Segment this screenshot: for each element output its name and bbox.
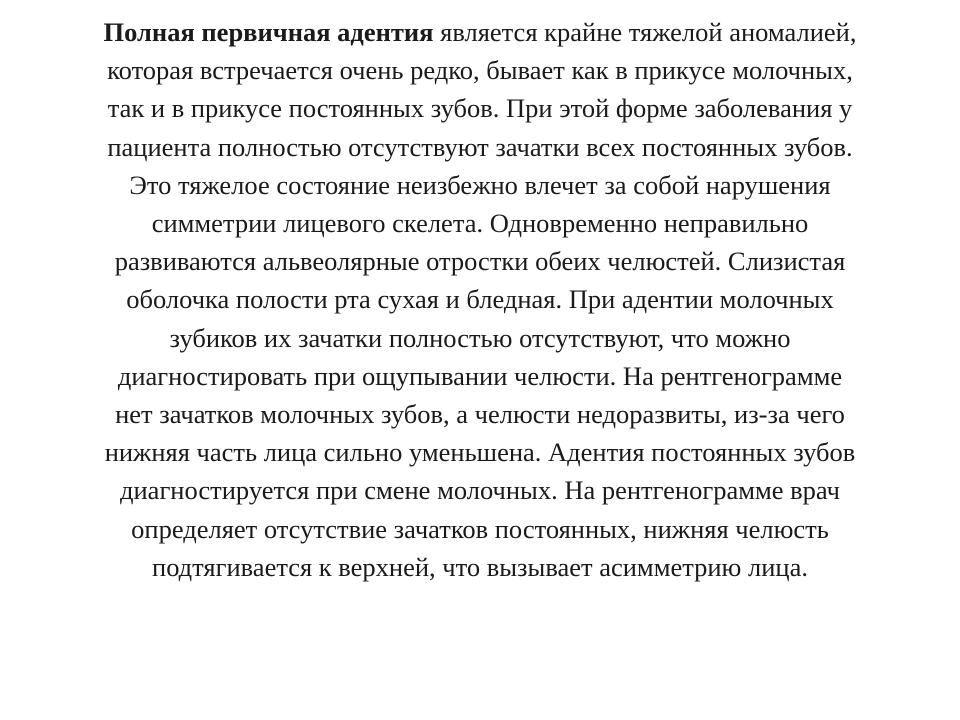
text-line: диагностируется при смене молочных. На рентгенограмме врач <box>120 475 840 506</box>
text-line: симметрии лицевого скелета. Одновременно неправильно <box>151 208 809 239</box>
text-line: зубиков их зачатки полностью отсутствуют, что можно <box>169 322 791 353</box>
text-line-content: является крайне тяжелой аномалией, <box>433 17 857 47</box>
text-line: Это тяжелое состояние неизбежно влечет за собой нарушения <box>129 169 831 200</box>
text-line: так и в прикусе постоянных зубов. При этой форме заболевания у <box>107 93 853 124</box>
text-line: определяет отсутствие зачатков постоянных, нижняя челюсть <box>131 513 829 544</box>
text-line: пациента полностью отсутствуют зачатки всех постоянных зубов. <box>107 131 853 162</box>
lead-term: Полная первичная адентия <box>103 17 434 47</box>
text-line: подтягивается к верхней, что вызывает асимметрию лица. <box>152 551 808 582</box>
text-line <box>0 13 960 51</box>
text-line: оболочка полости рта сухая и бледная. При адентии молочных <box>126 284 834 315</box>
text-line: нет зачатков молочных зубов, а челюсти недоразвиты, из-за чего <box>115 399 845 430</box>
text-line: развиваются альвеолярные отростки обеих челюстей. Слизистая <box>114 246 846 277</box>
text-line: диагностировать при ощупывании челюсти. На рентгенограмме <box>117 360 843 391</box>
text-line: которая встречается очень редко, бывает как в прикусе молочных, <box>107 55 853 86</box>
text-line: нижняя часть лица сильно уменьшена. Адентия постоянных зубов <box>104 437 856 468</box>
body-text <box>0 13 960 586</box>
